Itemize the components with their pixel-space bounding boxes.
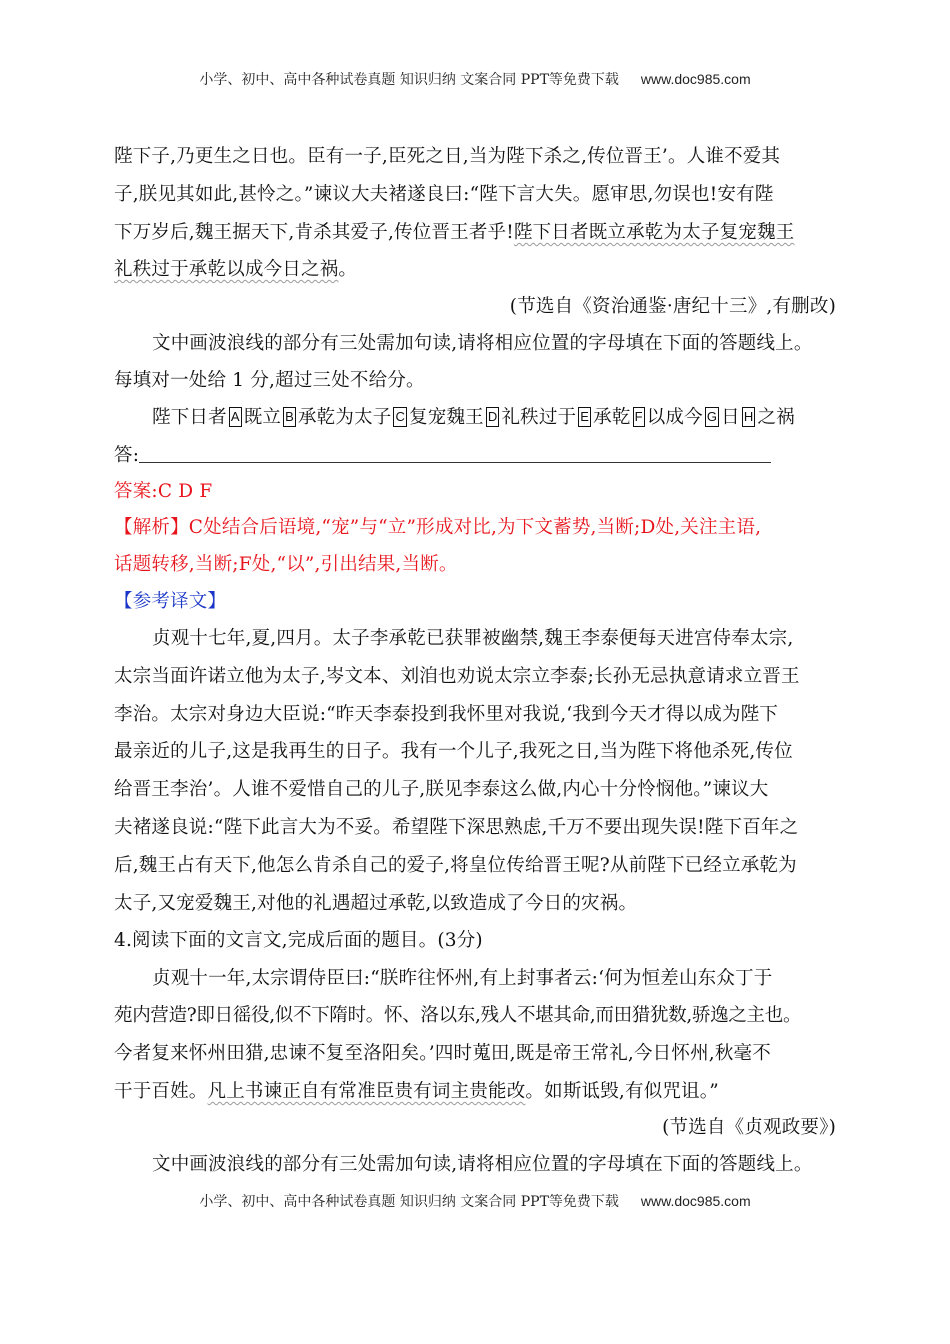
segment: 以成今 bbox=[646, 407, 703, 428]
text: 。如斯诋毁,有似咒诅。” bbox=[525, 1081, 719, 1102]
letter-box: B bbox=[283, 407, 296, 427]
wavy-underlined-text: 礼秩过于承乾以成今日之祸 bbox=[114, 259, 339, 280]
segment: 日 bbox=[721, 407, 740, 428]
instruction: 文中画波浪线的部分有三处需加句读,请将相应位置的字母填在下面的答题线上。 bbox=[152, 1154, 813, 1175]
answer-line bbox=[114, 444, 771, 468]
passage-line: 苑内营造?即日徭役,似不下隋时。怀、洛以东,残人不堪其命,而田猎犹数,骄逸之主也。 bbox=[114, 1005, 802, 1026]
source-citation: (节选自《贞观政要》) bbox=[662, 1117, 836, 1138]
wavy-underlined-text: 凡上书谏正自有常准臣贵有词主贵能改 bbox=[207, 1081, 526, 1102]
analysis: 话题转移,当断;F处,“以”,引出结果,当断。 bbox=[114, 554, 458, 575]
wavy-underlined-text: 陛下日者既立承乾为太子复宠魏王 bbox=[513, 222, 795, 243]
passage-line: 今者复来怀州田猎,忠谏不复至洛阳矣。’四时蒐田,既是帝王常礼,今日怀州,秋毫不 bbox=[114, 1043, 771, 1064]
text: 。 bbox=[338, 259, 358, 280]
segment: 礼秩过于 bbox=[501, 407, 577, 428]
question-title: 4.阅读下面的文言文,完成后面的题目。(3分) bbox=[114, 930, 483, 951]
source-citation: (节选自《资治通鉴·唐纪十三》,有删改) bbox=[509, 296, 836, 317]
letter-box: G bbox=[705, 407, 719, 427]
segment: 复宠魏王 bbox=[409, 407, 484, 428]
header-text: 小学、初中、高中各种试卷真题 知识归纳 文案合同 PPT等免费下载 bbox=[199, 72, 619, 88]
segment: 陛下日者 bbox=[152, 407, 227, 428]
translation-line: 最亲近的儿子,这是我再生的日子。我有一个儿子,我死之日,当为陛下将他杀死,传位 bbox=[114, 741, 793, 762]
header-url[interactable]: www.doc985.com bbox=[640, 71, 751, 87]
text: 下万岁后,魏王据天下,肯杀其爱子,传位晋王者乎! bbox=[114, 222, 514, 243]
passage-line bbox=[114, 1080, 719, 1104]
passage-line: 贞观十一年,太宗谓侍臣曰:“朕昨往怀州,有上封事者云:‘何为恒差山东众丁于 bbox=[152, 968, 773, 989]
instruction: 每填对一处给 1 分,超过三处不给分。 bbox=[114, 370, 425, 391]
passage-line bbox=[114, 221, 794, 245]
translation-line: 夫褚遂良说:“陛下此言大为不妥。希望陛下深思熟虑,千万不要出现失误!陛下百年之 bbox=[114, 817, 799, 838]
page-footer bbox=[0, 1191, 950, 1211]
passage-line bbox=[114, 258, 357, 282]
answer: 答案:C D F bbox=[114, 481, 213, 502]
footer-text: 小学、初中、高中各种试卷真题 知识归纳 文案合同 PPT等免费下载 bbox=[199, 1194, 619, 1210]
answer-label: 答: bbox=[114, 445, 140, 466]
segment: 承乾 bbox=[593, 407, 631, 428]
translation-line: 李治。太宗对身边大臣说:“昨天李泰投到我怀里对我说,‘我到今天才得以成为陛下 bbox=[114, 704, 779, 725]
footer-url[interactable]: www.doc985.com bbox=[640, 1193, 751, 1209]
instruction: 文中画波浪线的部分有三处需加句读,请将相应位置的字母填在下面的答题线上。 bbox=[152, 333, 813, 354]
translation-title: 【参考译文】 bbox=[114, 591, 227, 612]
letter-box: A bbox=[229, 407, 242, 427]
segment: 承乾为太子 bbox=[297, 407, 392, 428]
segment: 之祸 bbox=[757, 407, 795, 428]
analysis: 【解析】C处结合后语境,“宠”与“立”形成对比,为下文蓄势,当断;D处,关注主语, bbox=[114, 517, 762, 538]
answer-blank[interactable] bbox=[139, 448, 771, 463]
translation-line: 贞观十七年,夏,四月。太子李承乾已获罪被幽禁,魏王李泰便每天进宫侍奉太宗, bbox=[152, 628, 794, 649]
letter-box: F bbox=[633, 407, 645, 427]
letter-box: E bbox=[578, 407, 591, 427]
page-header bbox=[0, 69, 950, 89]
letter-box: H bbox=[742, 407, 756, 427]
letter-box: C bbox=[393, 407, 407, 427]
translation-line: 给晋王李治’。人谁不爱惜自己的儿子,朕见李泰这么做,内心十分怜悯他。”谏议大 bbox=[114, 779, 769, 800]
translation-line: 太子,又宠爱魏王,对他的礼遇超过承乾,以致造成了今日的灾祸。 bbox=[114, 893, 638, 914]
passage-line: 子,朕见其如此,甚怜之。”谏议大夫褚遂良曰:“陛下言大失。愿审思,勿误也!安有陛 bbox=[114, 184, 774, 205]
passage-line: 陛下子,乃更生之日也。臣有一子,臣死之日,当为陛下杀之,传位晋王’。人谁不爱其 bbox=[114, 146, 781, 167]
translation-line: 太宗当面许诺立他为太子,岑文本、刘洎也劝说太宗立李泰;长孙无忌执意请求立晋王 bbox=[114, 666, 800, 687]
text: 干于百姓。 bbox=[114, 1081, 208, 1102]
translation-line: 后,魏王占有天下,他怎么肯杀自己的爱子,将皇位传给晋王呢?从前陛下已经立承乾为 bbox=[114, 855, 797, 876]
segment: 既立 bbox=[243, 407, 282, 428]
letter-box: D bbox=[486, 407, 500, 427]
punctuation-sentence bbox=[152, 406, 795, 430]
